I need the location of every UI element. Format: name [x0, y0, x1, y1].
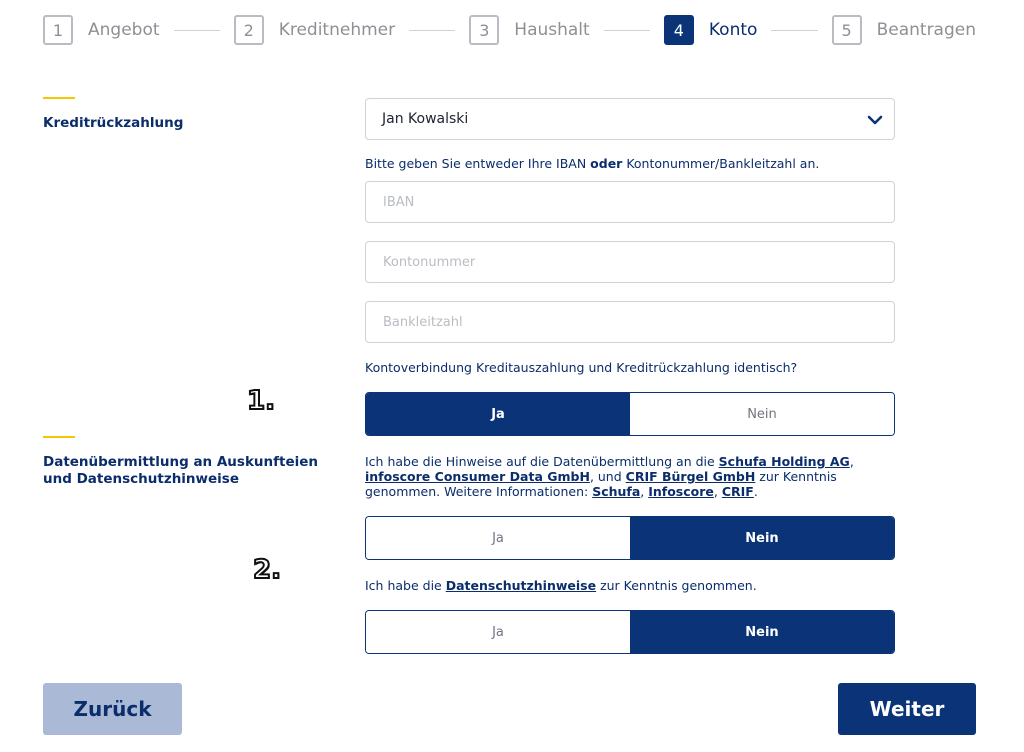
chevron-down-icon [866, 111, 884, 129]
privacy-text: zur Kenntnis genommen. [596, 578, 757, 593]
link-crif[interactable]: CRIF [721, 484, 754, 499]
account-holder-value: Jan Kowalski [382, 111, 469, 127]
notice-separator: , und [589, 469, 626, 484]
progress-stepper [43, 13, 976, 47]
step-beantragen[interactable] [832, 15, 976, 45]
annotation-marker-1: 1. [247, 386, 275, 416]
step-haushalt[interactable] [469, 15, 589, 45]
step-kreditnehmer[interactable] [234, 15, 395, 45]
step-angebot[interactable] [43, 15, 160, 45]
step-connector [771, 30, 817, 31]
section-title-data-transfer: Datenübermittlung an Auskunfteien und Datenschutzhinweise [43, 454, 319, 487]
data-transfer-consent-toggle [365, 516, 895, 560]
consent-yes-option[interactable]: Ja [366, 517, 630, 559]
notice-separator: , [640, 484, 649, 499]
step-label: Kreditnehmer [278, 20, 396, 40]
step-number: 2 [234, 15, 264, 45]
link-schufa-holding[interactable]: Schufa Holding AG [718, 454, 850, 469]
step-label: Konto [708, 20, 758, 40]
iban-hint [365, 156, 819, 171]
privacy-notice [365, 578, 895, 593]
privacy-no-option[interactable]: Nein [630, 611, 894, 653]
step-label: Haushalt [514, 20, 590, 40]
link-infoscore-consumer-data[interactable]: infoscore Consumer Data GmbH [365, 469, 590, 484]
notice-text: zur Kenntnis genommen. Weitere Informationen: [365, 469, 837, 499]
annotation-marker-2: 2. [253, 555, 281, 585]
link-crif-buergel[interactable]: CRIF Bürgel GmbH [625, 469, 756, 484]
iban-input[interactable] [365, 181, 895, 223]
identical-no-option[interactable]: Nein [630, 393, 894, 435]
account-holder-select[interactable] [365, 98, 895, 140]
step-label: Angebot [88, 20, 160, 40]
section-accent-line [43, 97, 75, 99]
iban-hint-prefix: Bitte geben Sie entweder Ihre IBAN [365, 156, 591, 171]
identical-question: Kontoverbindung Kreditauszahlung und Kreditrückzahlung identisch? [365, 360, 798, 375]
step-number: 1 [43, 15, 73, 45]
data-transfer-notice [365, 454, 895, 499]
link-privacy-notice[interactable]: Datenschutzhinweise [445, 578, 597, 593]
step-number: 4 [664, 15, 694, 45]
step-connector [604, 30, 650, 31]
notice-text: . [753, 484, 758, 499]
privacy-consent-toggle [365, 610, 895, 654]
step-konto[interactable] [664, 15, 758, 45]
step-number: 3 [469, 15, 499, 45]
notice-separator: , [713, 484, 722, 499]
identical-yes-option[interactable]: Ja [366, 393, 630, 435]
step-connector [409, 30, 455, 31]
iban-hint-bold: oder [590, 156, 623, 171]
link-infoscore[interactable]: Infoscore [648, 484, 714, 499]
account-number-input[interactable] [365, 241, 895, 283]
privacy-yes-option[interactable]: Ja [366, 611, 630, 653]
step-number: 5 [832, 15, 862, 45]
section-accent-line [43, 436, 75, 438]
section-title-repayment: Kreditrückzahlung [43, 115, 184, 131]
consent-no-option[interactable]: Nein [630, 517, 894, 559]
step-connector [174, 30, 220, 31]
next-button[interactable]: Weiter [838, 683, 976, 735]
identical-toggle [365, 392, 895, 436]
link-schufa[interactable]: Schufa [592, 484, 641, 499]
notice-text: Ich habe die Hinweise auf die Datenübermittlung an die [365, 454, 719, 469]
privacy-text: Ich habe die [365, 578, 446, 593]
notice-separator: , [849, 454, 854, 469]
iban-hint-suffix: Kontonummer/Bankleitzahl an. [622, 156, 820, 171]
bank-code-input[interactable] [365, 301, 895, 343]
step-label: Beantragen [876, 20, 977, 40]
back-button[interactable]: Zurück [43, 683, 182, 735]
